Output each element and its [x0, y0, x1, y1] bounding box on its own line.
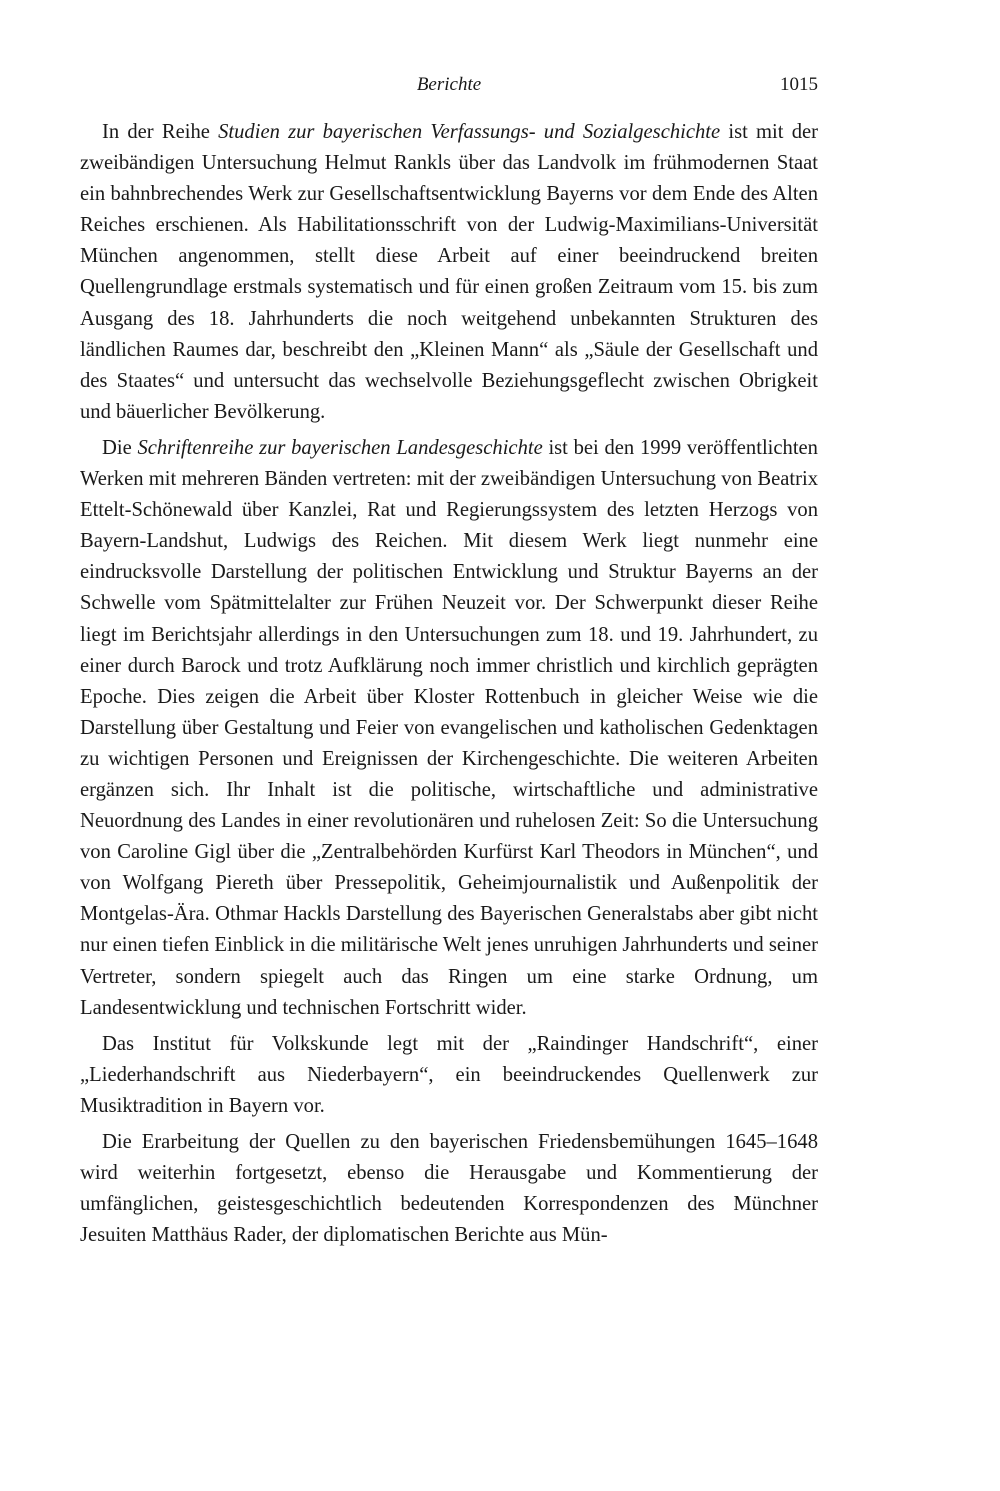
paragraph-3-text: Das Institut für Volkskunde legt mit der „Raindinger Handschrift“, einer „Liederhandschrift aus Niederbayern“, ein beeindruckendes Quellenwerk zur Musiktradition in Bayern vor. [80, 1032, 818, 1117]
running-header [80, 74, 818, 104]
paragraph-3 [80, 1029, 818, 1122]
paragraph-4 [80, 1127, 818, 1251]
paragraph-2-text-b: ist bei den 1999 veröffentlichten Werken mit mehreren Bänden vertreten: mit der zweibändigen Untersuchung von Beatrix Ettelt-Schönewald über Kanzlei, Rat und Regierungssystem des letzten Herzogs von Bayern-Landshut, Ludwigs des Reichen. Mit diesem Werk liegt nunmehr eine eindrucksvolle Darstellung der politischen Entwicklung und Struktur Bayerns an der Schwelle vom Spätmittelalter zur Frühen Neuzeit vor. Der Schwerpunkt dieser Reihe liegt im Berichtsjahr allerdings in den Untersuchungen zum 18. und 19. Jahrhundert, zu einer durch Barock und trotz Aufklärung noch immer christlich und kirchlich geprägten Epoche. Dies zeigen die Arbeit über Kloster Rottenbuch in gleicher Weise wie die Darstellung über Gestaltung und Feier von evangelischen und katholischen Gedenktagen zu wichtigen Personen und Ereignissen der Kirchengeschichte. Die weiteren Arbeiten ergänzen sich. Ihr Inhalt ist die politische, wirtschaftliche und administrative Neuordnung des Landes in einer revolutionären und ruhelosen Zeit: So die Untersuchung von Caroline Gigl über die „Zentralbehörden Kurfürst Karl Theodors in München“, und von Wolfgang Piereth über Pressepolitik, Geheimjournalistik und Außenpolitik der Montgelas-Ära. Othmar Hackls Darstellung des Bayerischen Generalstabs aber gibt nicht nur einen tiefen Einblick in die militärische Welt jenes unruhigen Jahrhunderts und seiner Vertreter, sondern spiegelt auch das Ringen um eine starke Ordnung, um Landesentwicklung und technischen Fortschritt wider. [80, 436, 818, 1019]
paragraph-2 [80, 433, 818, 1024]
page-number: 1015 [780, 74, 818, 95]
paragraph-1-text-b: ist mit der zweibändigen Untersuchung Helmut Rankls über das Landvolk im frühmodernen Staat ein bahnbrechendes Werk zur Gesellschaftsentwicklung Bayerns vor dem Ende des Alten Reiches erschienen. Als Habilitationsschrift von der Ludwig-Maximilians-Universität München angenommen, stellt diese Arbeit auf einer beeindruckend breiten Quellengrundlage erstmals systematisch und für einen großen Zeitraum vom 15. bis zum Ausgang des 18. Jahrhunderts die noch weitgehend unbekannten Strukturen des ländlichen Raumes dar, beschreibt den „Kleinen Mann“ als „Säule der Gesellschaft und des Staates“ und untersucht das wechselvolle Beziehungsgeflecht zwischen Obrigkeit und bäuerlicher Bevölkerung. [80, 121, 818, 423]
running-title: Berichte [416, 74, 482, 95]
paragraph-2-text-a: Die [102, 436, 138, 459]
body-text [80, 117, 818, 1251]
paragraph-1-text-a: In der Reihe [102, 121, 219, 143]
series-title-landesgeschichte: Schriftenreihe zur bayerischen Landesgeschichte [137, 436, 543, 459]
series-title-verfassungsgeschichte: Studien zur bayerischen Verfassungs- und Sozialgeschichte [218, 121, 721, 143]
paragraph-1 [80, 117, 818, 428]
paragraph-4-text: Die Erarbeitung der Quellen zu den bayerischen Friedensbemühungen 1645–1648 wird weiterhin fortgesetzt, ebenso die Herausgabe und Kommentierung der umfänglichen, geistesgeschichtlich bedeutenden Korrespondenzen des Münchner Jesuiten Matthäus Rader, der diplomatischen Berichte aus Mün- [80, 1131, 818, 1247]
